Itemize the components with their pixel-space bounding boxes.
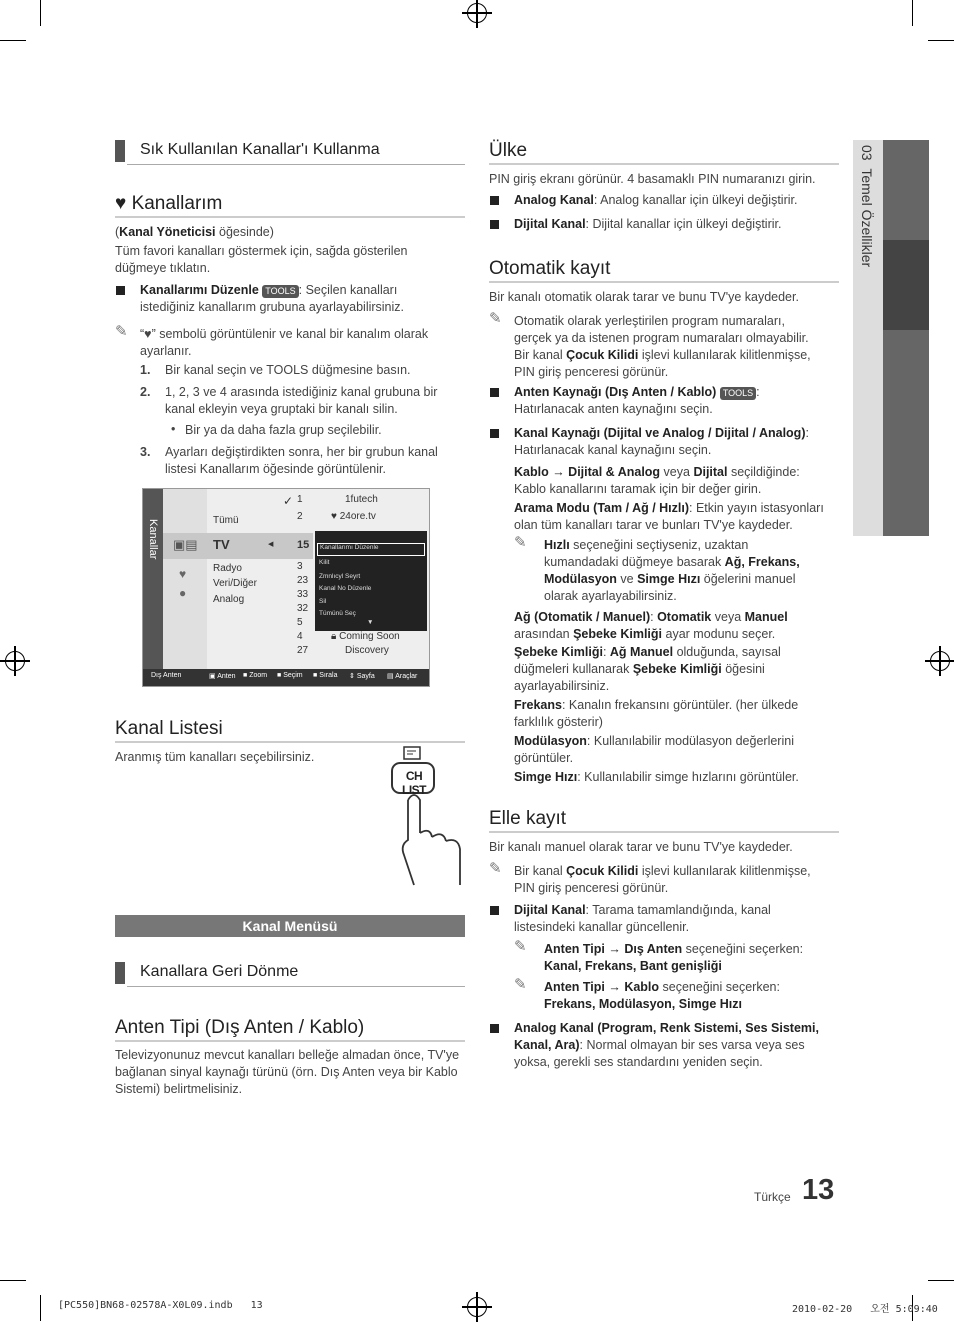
text-bold: Ağ Manuel	[609, 645, 674, 659]
text-bold: Modülasyon	[544, 572, 617, 586]
tv-bottom-text: Sayfa	[356, 673, 375, 680]
modulation-text: görüntüler.	[514, 751, 574, 765]
text: veya	[711, 610, 745, 624]
text: kumandadaki düğmeye basarak	[544, 555, 725, 569]
tv-side-panel	[143, 489, 163, 669]
bullet-edit-channels	[140, 282, 397, 299]
tv-num: 1	[297, 494, 303, 505]
text: öğesini	[721, 662, 765, 676]
bullet-icon	[490, 429, 499, 438]
tv-num: 27	[297, 645, 309, 656]
text: ayar modunu seçer.	[662, 627, 776, 641]
footer-date: 2010-02-20 오전 5:09:40	[792, 1304, 938, 1315]
popup-item: Sil	[319, 598, 327, 605]
tv-bottom-label: ⇕ Sayfa	[349, 673, 375, 680]
tv-heart-icon: ♥	[179, 567, 187, 581]
kanallarim-text: düğmeye tıklatın.	[115, 261, 211, 275]
divider	[489, 163, 839, 165]
anten-tipi-text: Sistemi) belirtmelisiniz.	[115, 1082, 243, 1096]
tv-num: 4	[297, 631, 303, 642]
section-title: Sık Kullanılan Kanallar'ı Kullanma	[140, 141, 380, 158]
note-text: PIN giriş penceresi görünür.	[514, 365, 669, 379]
divider	[489, 831, 839, 833]
tv-bottom-label: ■ Seçim	[277, 672, 303, 679]
kanallarim-text: Tüm favori kanalları göstermek için, sağda gösterilen	[115, 244, 408, 258]
kanallarim-heading	[115, 193, 222, 215]
note-text	[544, 979, 780, 996]
bullet-text: istediğiniz kanallarım grubuna ayarlayabilirsiniz.	[140, 300, 405, 314]
note-text	[544, 571, 796, 588]
tools-badge: TOOLS	[262, 285, 298, 298]
bullet-icon	[490, 220, 499, 229]
anten-tipi-text: Televizyonunuz mevcut kanalları belleğe almadan önce, TV'ye	[115, 1048, 460, 1062]
bullet-icon	[490, 196, 499, 205]
tv-num: 15	[297, 539, 310, 551]
tv-radyo: Radyo	[213, 563, 242, 574]
tv-channel	[331, 631, 400, 642]
bullet-kanal-kaynagi	[514, 425, 809, 442]
text: öğelerini manuel	[700, 572, 796, 586]
text-bold: Kanal Kaynağı (Dijital ve Analog / Dijital / Analog)	[514, 426, 806, 440]
text: seçeneğini seçtiyseniz, uzaktan	[569, 538, 749, 552]
tv-tools-popup	[315, 531, 427, 631]
ulke-intro: PIN giriş ekranı görünür. 4 basamaklı PIN numaranızı girin.	[489, 172, 816, 186]
kanal-listesi-title: Kanal Listesi	[115, 718, 223, 739]
bullet-digital	[514, 216, 781, 233]
bullet-analog	[514, 192, 797, 209]
tv-bottom-label: ▤ Araçlar	[387, 673, 418, 680]
tv-channel: 1futech	[345, 494, 378, 505]
ulke-title: Ülke	[489, 140, 528, 161]
chapter-number: 03	[859, 145, 875, 161]
text-bold: Dijital Kanal	[514, 903, 586, 917]
note-pencil-icon: ✎	[514, 938, 527, 955]
bullet-icon	[116, 286, 125, 295]
popup-item: Kanallarımı Düzenle	[317, 543, 425, 556]
text-bold: Kanallarımı Düzenle	[140, 283, 259, 297]
text-bold: Dijital	[693, 465, 728, 479]
text: ve	[616, 572, 638, 586]
tv-num: 23	[297, 575, 309, 586]
text-bold: Simge Hızı	[514, 770, 578, 784]
tv-bottom-label: ■ Zoom	[243, 672, 268, 679]
note-text	[544, 554, 800, 571]
step-number: 1.	[140, 363, 151, 377]
network-text	[514, 609, 788, 626]
text-bold: Modülasyon	[514, 734, 587, 748]
tv-side-label: Kanallar	[147, 519, 159, 560]
side-tab-block	[883, 140, 929, 536]
text: : Analog kanallar için ülkeyi değiştirir.	[593, 193, 798, 207]
crop-mark	[0, 40, 26, 41]
tv-bottom-text: Araçlar	[395, 673, 418, 680]
section-title: Kanallara Geri Dönme	[140, 963, 299, 980]
text: : Normal olmayan bir ses varsa veya ses	[579, 1038, 805, 1052]
chapter-label	[859, 145, 875, 267]
note-pencil-icon: ✎	[514, 976, 527, 993]
elle-intro: Bir kanalı manuel olarak tarar ve bunu TV'ye kaydeder.	[489, 840, 793, 854]
otomatik-intro: Bir kanalı otomatik olarak tarar ve bunu TV'ye kaydeder.	[489, 290, 799, 304]
anten-tipi-text: bağlanan sinyal kaynağı türünü (örn. Dış Anten veya bir Kablo	[115, 1065, 458, 1079]
divider	[115, 216, 465, 218]
popup-item: Kanal No Düzenle	[319, 585, 372, 592]
step-number: 3.	[140, 445, 151, 459]
side-tab-marker	[883, 240, 929, 330]
crop-mark	[928, 1280, 954, 1281]
note-text	[544, 537, 748, 554]
crop-mark	[40, 0, 41, 26]
tv-bottom-label: Dış Anten	[151, 672, 182, 679]
text: öğesinde)	[215, 225, 274, 239]
note-pencil-icon: ✎	[514, 534, 527, 551]
text: seçildiğinde:	[727, 465, 800, 479]
tv-tv: TV	[213, 537, 230, 552]
crop-mark	[0, 1280, 26, 1281]
text-bold: Anten Tipi → Dış Anten	[544, 942, 683, 956]
note-pencil-icon: ✎	[489, 860, 502, 877]
cable-text: Kablo kanallarını taramak için bir değer girin.	[514, 482, 762, 496]
step-text: Bir kanal seçin ve TOOLS düğmesine basın.	[165, 363, 411, 377]
text: : Seçilen kanalları	[298, 283, 398, 297]
bullet-anten-kaynagi	[514, 384, 760, 401]
registration-mark-icon	[930, 651, 950, 671]
step-text: 1, 2, 3 ve 4 arasında istediğiniz kanal grubuna bir	[165, 385, 438, 399]
text: : Etkin yayın istasyonları	[689, 501, 824, 515]
anten-tipi-title: Anten Tipi (Dış Anten / Kablo)	[115, 1017, 365, 1038]
tv-num: 5	[297, 617, 303, 628]
tv-num: 33	[297, 589, 309, 600]
bullet-icon	[490, 1024, 499, 1033]
note-text: ayarlanır.	[140, 344, 192, 358]
note-text: PIN giriş penceresi görünür.	[514, 881, 669, 895]
text: : Kanalın frekansını görüntüler. (her ülkede	[561, 698, 799, 712]
text-bold: Analog Kanal	[514, 193, 594, 207]
frequency-text: farklılık gösterir)	[514, 715, 603, 729]
text-bold: Çocuk Kilidi	[566, 348, 639, 362]
bullet-icon	[490, 388, 499, 397]
kanal-listesi-text: Aranmış tüm kanalları seçebilirsiniz.	[115, 750, 315, 764]
ch-list-button: CH LIST	[402, 769, 426, 797]
note-pencil-icon: ✎	[489, 310, 502, 327]
step-text: kanal ekleyin veya gruptaki bir kanalı silin.	[165, 402, 398, 416]
text-bold: Simge Hızı	[637, 572, 701, 586]
kanallarim-context	[115, 224, 274, 241]
network-text	[514, 626, 775, 643]
text-bold: Şebeke Kimliği	[632, 662, 722, 676]
page-number: 13	[802, 1174, 835, 1206]
divider	[489, 281, 839, 283]
text: : Kullanılabilir modülasyon değerlerini	[586, 734, 794, 748]
section-marker	[115, 140, 125, 162]
section-marker	[115, 962, 125, 984]
section-frequent-channels	[115, 140, 465, 162]
tv-bottom-text: Anten	[217, 673, 236, 680]
text-bold: Frekans	[514, 698, 562, 712]
chapter-side-tab	[853, 140, 929, 536]
remote-hand-icon	[388, 745, 468, 890]
text: seçeneğini seçerken:	[659, 980, 780, 994]
elle-title: Elle kayıt	[489, 808, 567, 829]
search-mode-text: olan tüm kanalları tarar ve bunları TV'ye kaydeder.	[514, 518, 793, 532]
tv-arrow-icon: ◀	[268, 541, 274, 548]
tv-tumu: Tümü	[213, 515, 239, 526]
note-text	[544, 941, 803, 958]
text: seçeneğini seçerken:	[682, 942, 804, 956]
modulation-text	[514, 733, 794, 750]
tv-bottom-text: Seçim	[283, 672, 303, 679]
crop-mark	[928, 40, 954, 41]
bullet-analog-kanal: Analog Kanal (Program, Renk Sistemi, Ses Sistemi,	[514, 1021, 819, 1035]
note-text-bold: Kanal, Frekans, Bant genişliği	[544, 959, 722, 973]
page-language: Türkçe	[754, 1190, 791, 1204]
registration-mark-icon	[467, 1297, 487, 1317]
tv-bottom-text: Zoom	[249, 672, 268, 679]
text-bold: Hızlı	[544, 538, 570, 552]
text: veya	[660, 465, 694, 479]
text: : Dijital kanallar için ülkeyi değiştirir.	[585, 217, 782, 231]
tv-num: 32	[297, 603, 309, 614]
text-bold: Çocuk Kilidi	[566, 864, 639, 878]
text: :	[602, 645, 610, 659]
tv-check-icon: ✓	[283, 494, 294, 508]
text-bold: Şebeke Kimliği	[514, 645, 603, 659]
tv-veri: Veri/Diğer	[213, 578, 257, 589]
note-text	[514, 863, 811, 880]
note-pencil-icon: ✎	[115, 323, 128, 340]
search-mode-text	[514, 500, 824, 517]
kanal-menusu-bar: Kanal Menüsü	[115, 915, 465, 937]
text: :	[650, 610, 658, 624]
text-bold: Ağ (Otomatik / Manuel)	[514, 610, 651, 624]
bullet-text: listesindeki kanallar güncellenir.	[514, 920, 690, 934]
chapter-title: Temel Özellikler	[859, 168, 875, 268]
divider	[127, 164, 465, 165]
text: düğmeleri kullanarak	[514, 662, 633, 676]
text: arasından	[514, 627, 574, 641]
text-bold: Anten Tipi → Kablo	[544, 980, 660, 994]
text-bold: Manuel	[744, 610, 788, 624]
note-text: gerçek ya da istenen program numaraları olmayabilir.	[514, 331, 809, 345]
tv-tv-icon: ▣▤	[173, 537, 198, 552]
tv-channel	[331, 511, 376, 522]
tv-bottom-label: ■ Sırala	[313, 672, 338, 679]
cable-text	[514, 464, 800, 481]
note-text	[514, 347, 811, 364]
text-bold: Ağ, Frekans,	[724, 555, 800, 569]
otomatik-title: Otomatik kayıt	[489, 258, 611, 279]
divider	[115, 741, 465, 743]
lock-icon: 🔒︎	[331, 631, 337, 642]
tv-globe-icon: ●	[179, 586, 187, 600]
registration-mark-icon	[5, 651, 25, 671]
footer-file: [PC550]BN68-02578A-X0L09.indb 13	[58, 1300, 263, 1311]
note-text: olarak ayarlayabilirsiniz.	[544, 589, 677, 603]
text-bold: Şebeke Kimliği	[573, 627, 663, 641]
popup-item: Zmnlıcyl Seyrt	[319, 573, 361, 580]
popup-item: Kilit	[319, 559, 330, 566]
divider	[115, 1040, 465, 1042]
bullet-dijital-kanal	[514, 902, 771, 919]
text-bold: Kanal, Ara)	[514, 1038, 580, 1052]
crop-mark	[40, 1295, 41, 1321]
text-bold: Arama Modu (Tam / Ağ / Hızlı)	[514, 501, 690, 515]
step-text: Ayarları değiştirdikten sonra, her bir grubun kanal	[165, 445, 438, 459]
text-bold: Otomatik	[657, 610, 712, 624]
bullet-text	[514, 1037, 805, 1054]
divider	[127, 986, 465, 987]
note-text-bold: Frekans, Modülasyon, Simge Hızı	[544, 997, 742, 1011]
crop-mark	[912, 0, 913, 26]
bullet-text: Hatırlanacak kanal kaynağını seçin.	[514, 443, 712, 457]
network-id-text	[514, 644, 781, 661]
tv-channel-name: Coming Soon	[339, 631, 400, 642]
registration-mark-icon	[467, 3, 487, 23]
tv-heart-icon: ♥	[331, 511, 337, 522]
step-number: 2.	[140, 385, 151, 399]
note-text: “♥” sembolü görüntülenir ve kanal bir kanalım olarak	[140, 327, 429, 341]
kanallarim-title: Kanallarım	[131, 193, 223, 214]
popup-item: Tümünü Seç	[319, 610, 356, 617]
sub-bullet-text: Bir ya da daha fazla grup seçilebilir.	[185, 423, 382, 437]
text: (	[115, 225, 120, 239]
frequency-text	[514, 697, 798, 714]
text: :	[805, 426, 809, 440]
bullet-icon	[490, 906, 499, 915]
symbol-rate-text	[514, 769, 799, 786]
text: olduğunda, sayısal	[673, 645, 781, 659]
section-return-channels	[115, 962, 465, 984]
bullet-text: yoksa, gerekli ses standardını yeniden seçin.	[514, 1055, 763, 1069]
network-id-text: ayarlayabilirsiniz.	[514, 679, 610, 693]
text: işlevi kullanılarak kilitlenmişse,	[638, 864, 811, 878]
text-bold: Kablo → Dijital & Analog	[514, 465, 661, 479]
text: : Tarama tamamlandığında, kanal	[585, 903, 771, 917]
tv-analog: Analog	[213, 594, 245, 605]
tv-channel: Discovery	[345, 645, 389, 656]
text-bold: Dijital Kanal	[514, 217, 586, 231]
tv-bottom-label: ▣ Anten	[209, 673, 236, 680]
text-bold: Kanal Yöneticisi	[119, 225, 216, 239]
heart-icon: ♥	[115, 193, 127, 214]
text: :	[756, 385, 760, 399]
tv-channel-name: 24ore.tv	[339, 511, 376, 522]
tv-num: 3	[297, 561, 303, 572]
tv-num: 2	[297, 511, 303, 522]
text-bold: Anten Kaynağı (Dış Anten / Kablo)	[514, 385, 717, 399]
note-text: Otomatik olarak yerleştirilen program numaraları,	[514, 314, 785, 328]
text: : Kullanılabilir simge hızlarını görüntüler.	[577, 770, 799, 784]
tv-bottom-text: Sırala	[319, 672, 338, 679]
tv-screenshot	[142, 488, 430, 687]
bullet-text: Hatırlanacak anten kaynağını seçin.	[514, 402, 713, 416]
popup-down-arrow-icon: ▼	[367, 619, 374, 626]
sub-bullet-icon: •	[171, 422, 176, 436]
step-text: listesi Kanallarım öğesinde görüntülenir.	[165, 462, 386, 476]
network-id-text	[514, 661, 765, 678]
text: Bir kanal	[514, 348, 567, 362]
tools-badge: TOOLS	[720, 387, 756, 400]
text: Bir kanal	[514, 864, 567, 878]
text: işlevi kullanılarak kilitlenmişse,	[638, 348, 811, 362]
